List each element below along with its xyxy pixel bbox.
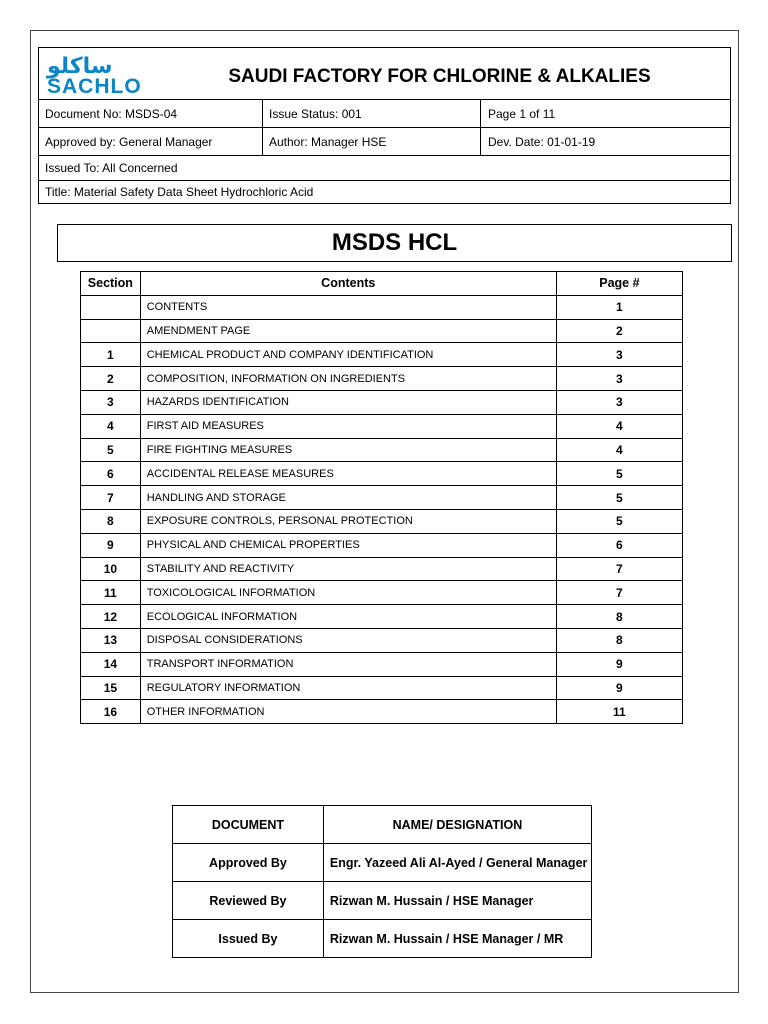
table-row <box>81 700 683 724</box>
section-number <box>81 319 141 343</box>
contents-header-row <box>81 272 683 296</box>
logo-arabic-text: ساكلو <box>47 54 113 79</box>
section-page: 9 <box>556 676 682 700</box>
section-page: 4 <box>556 414 682 438</box>
section-number: 8 <box>81 509 141 533</box>
section-title: ACCIDENTAL RELEASE MEASURES <box>140 462 556 486</box>
signatory-role: Approved By <box>173 844 324 882</box>
header-row-title <box>39 181 730 203</box>
section-title: PHYSICAL AND CHEMICAL PROPERTIES <box>140 533 556 557</box>
document-header <box>38 47 731 204</box>
table-row <box>81 367 683 391</box>
dev-date: Dev. Date: 01-01-19 <box>480 128 730 155</box>
section-page: 3 <box>556 390 682 414</box>
table-row <box>81 462 683 486</box>
section-title: CHEMICAL PRODUCT AND COMPANY IDENTIFICATION <box>140 343 556 367</box>
signatory-role: Reviewed By <box>173 882 324 920</box>
section-page: 4 <box>556 438 682 462</box>
table-row <box>81 343 683 367</box>
signatory-row <box>173 844 592 882</box>
document-title: Title: Material Safety Data Sheet Hydrochloric Acid <box>45 185 314 199</box>
section-page: 11 <box>556 700 682 724</box>
section-number: 16 <box>81 700 141 724</box>
table-row <box>81 486 683 510</box>
section-title: REGULATORY INFORMATION <box>140 676 556 700</box>
signatory-col-name: NAME/ DESIGNATION <box>323 806 591 844</box>
table-row <box>81 414 683 438</box>
section-page: 6 <box>556 533 682 557</box>
section-title: CONTENTS <box>140 295 556 319</box>
col-page: Page # <box>556 272 682 296</box>
author: Author: Manager HSE <box>262 128 480 155</box>
signatory-header-row <box>173 806 592 844</box>
signatory-col-document: DOCUMENT <box>173 806 324 844</box>
issue-status: Issue Status: 001 <box>262 100 480 127</box>
section-page: 2 <box>556 319 682 343</box>
section-title: STABILITY AND REACTIVITY <box>140 557 556 581</box>
signatory-row <box>173 920 592 958</box>
section-title: FIRST AID MEASURES <box>140 414 556 438</box>
table-row <box>81 438 683 462</box>
signatory-table <box>172 805 592 958</box>
approved-by: Approved by: General Manager <box>45 134 213 149</box>
issued-to: Issued To: All Concerned <box>45 161 178 175</box>
header-row-issued <box>39 156 730 181</box>
table-row <box>81 628 683 652</box>
section-title: TRANSPORT INFORMATION <box>140 652 556 676</box>
section-page: 7 <box>556 557 682 581</box>
table-row <box>81 676 683 700</box>
section-page: 9 <box>556 652 682 676</box>
table-row <box>81 652 683 676</box>
table-row <box>81 295 683 319</box>
contents-table <box>80 271 683 724</box>
header-row-approval <box>39 128 730 156</box>
section-number: 13 <box>81 628 141 652</box>
section-number: 11 <box>81 581 141 605</box>
signatory-row <box>173 882 592 920</box>
document-number: Document No: MSDS-04 <box>45 106 178 121</box>
section-page: 1 <box>556 295 682 319</box>
section-number: 6 <box>81 462 141 486</box>
section-number: 3 <box>81 390 141 414</box>
header-brand-row <box>39 48 730 100</box>
col-section: Section <box>81 272 141 296</box>
section-number <box>81 295 141 319</box>
section-page: 8 <box>556 628 682 652</box>
table-row <box>81 319 683 343</box>
signatory-name: Rizwan M. Hussain / HSE Manager <box>323 882 591 920</box>
header-row-document <box>39 100 730 128</box>
section-title: OTHER INFORMATION <box>140 700 556 724</box>
section-page: 5 <box>556 509 682 533</box>
section-title: COMPOSITION, INFORMATION ON INGREDIENTS <box>140 367 556 391</box>
table-row <box>81 390 683 414</box>
section-title: DISPOSAL CONSIDERATIONS <box>140 628 556 652</box>
section-page: 8 <box>556 605 682 629</box>
section-number: 2 <box>81 367 141 391</box>
section-number: 10 <box>81 557 141 581</box>
section-title: TOXICOLOGICAL INFORMATION <box>140 581 556 605</box>
section-number: 12 <box>81 605 141 629</box>
signatory-name: Engr. Yazeed Ali Al-Ayed / General Manager <box>323 844 591 882</box>
section-number: 5 <box>81 438 141 462</box>
signatory-role: Issued By <box>173 920 324 958</box>
company-name: SAUDI FACTORY FOR CHLORINE & ALKALIES <box>228 66 651 87</box>
section-title: EXPOSURE CONTROLS, PERSONAL PROTECTION <box>140 509 556 533</box>
section-page: 3 <box>556 367 682 391</box>
section-number: 9 <box>81 533 141 557</box>
section-number: 4 <box>81 414 141 438</box>
section-title: FIRE FIGHTING MEASURES <box>140 438 556 462</box>
section-title: HAZARDS IDENTIFICATION <box>140 390 556 414</box>
section-number: 15 <box>81 676 141 700</box>
table-row <box>81 581 683 605</box>
section-number: 7 <box>81 486 141 510</box>
signatory-name: Rizwan M. Hussain / HSE Manager / MR <box>323 920 591 958</box>
table-row <box>81 557 683 581</box>
table-row <box>81 509 683 533</box>
main-title: MSDS HCL <box>57 224 732 262</box>
section-page: 5 <box>556 486 682 510</box>
logo-latin-text: SACHLO <box>47 75 142 98</box>
table-row <box>81 605 683 629</box>
section-page: 5 <box>556 462 682 486</box>
table-row <box>81 533 683 557</box>
section-page: 3 <box>556 343 682 367</box>
section-page: 7 <box>556 581 682 605</box>
section-number: 14 <box>81 652 141 676</box>
section-title: ECOLOGICAL INFORMATION <box>140 605 556 629</box>
section-title: HANDLING AND STORAGE <box>140 486 556 510</box>
section-title: AMENDMENT PAGE <box>140 319 556 343</box>
section-number: 1 <box>81 343 141 367</box>
page-count: Page 1 of 11 <box>480 100 730 127</box>
col-contents: Contents <box>140 272 556 296</box>
